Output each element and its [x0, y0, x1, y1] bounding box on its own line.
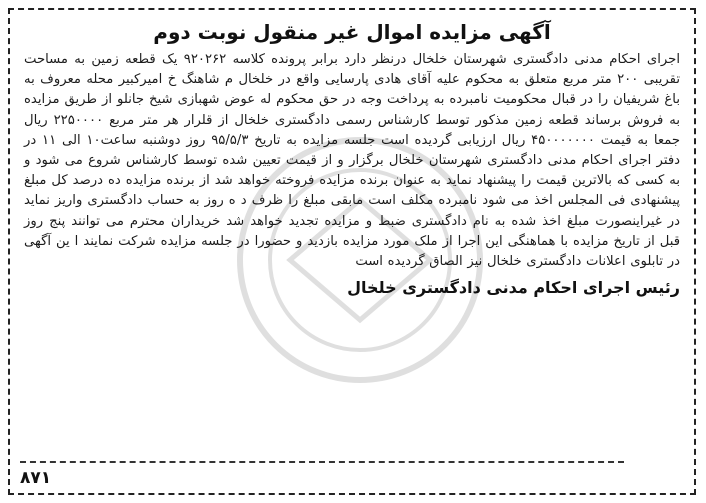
- signature-line: رئیس اجرای احکام مدنی دادگستری خلخال: [347, 278, 680, 298]
- notice-title: آگهی مزایده اموال غیر منقول نوبت دوم: [153, 20, 551, 44]
- notice-body: اجرای احکام مدنی دادگستری شهرستان خلخال درنظر دارد برابر پرونده کلاسه ۹۲۰۲۶۲ یک قطعه زمین به مساحت تقریبی ۲۰۰ متر مربع متعلق به محکوم علیه آقای هادی پارسایی واقع در خلخال م شاهنگ خ امیرکبیر محله معروف به باغ شریفیان را در قبال محکومیت نامبرده به پرداخت وجه در حق محکوم له عوض شهبازی شیخ جانلو از طریق مزایده به فروش برساند قطعه زمین مذکور توسط کارشناس رسمی دادگستری خلخال از قلرار هر متر مربع ۲۲۵۰۰۰۰ ریال جمعا به قیمت ۴۵۰۰۰۰۰۰۰ ریال ارزیابی گردیده است جلسه مزایده به تاریخ ۹۵/۵/۳ روز دوشنبه ساعت۱۰ الی ۱۱ در دفتر اجرای احکام مدنی دادگستری شهرستان خلخال برگزار و از قیمت تعیین شده توسط کارشناس شروع می شود و به کسی که بالاترین قیمت را پیشنهاد نماید به عنوان برنده مزایده فروخته خواهد شد از برنده مزایده ده درصد کل مبلغ پیشنهادی فی المجلس اخذ می شود نامبرده مکلف است مابقی مبلغ را ظرف د ه روز به حساب دادگستری واریز نماید در غیراینصورت مبلغ اخذ شده به نام دادگستری ضبط و مزایده تجدید خواهد شد خریداران محترم می توانند پنج روز قبل از تاریخ مزایده با هماهنگی این اجرا از ملک مورد مزایده بازدید و حضورا در جلسه مزایده شرکت نمایند ا ین آگهی در تابلوی اعلانات دادگستری خلخال نیز الصاق گردیده است: [24, 52, 680, 270]
- notice-code: ۸۷۱: [20, 468, 52, 488]
- notice-box: [8, 8, 696, 495]
- footer-divider: [20, 461, 624, 463]
